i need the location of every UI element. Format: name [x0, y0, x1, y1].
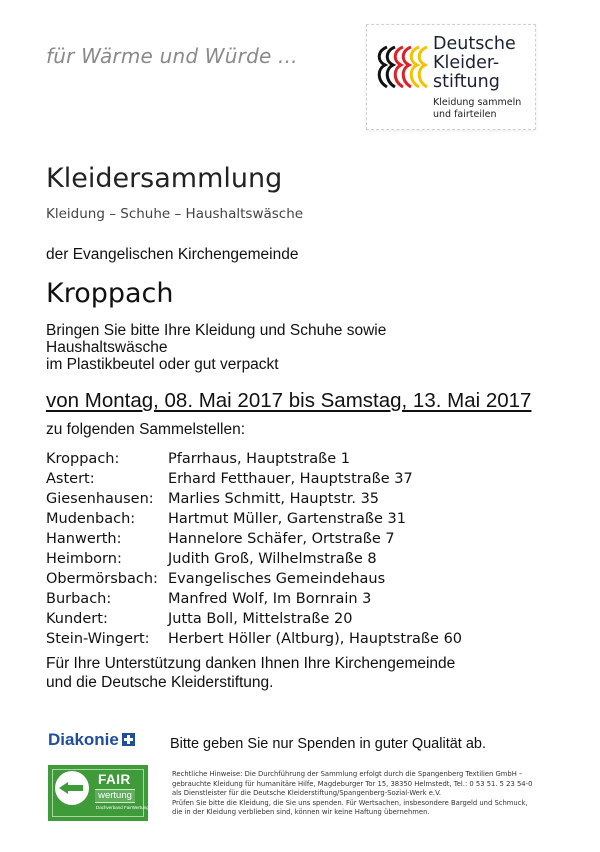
logo-slogan	[433, 97, 521, 120]
tagline: für Wärme und Würde ...	[46, 44, 298, 68]
location-row	[46, 549, 462, 569]
congregation-line: der Evangelischen Kirchengemeinde	[46, 246, 299, 263]
location-row	[46, 569, 462, 589]
quality-note: Bitte geben Sie nur Spenden in guter Qualität ab.	[170, 736, 486, 752]
location-row	[46, 449, 462, 469]
location-address: Herbert Höller (Altburg), Hauptstraße 60	[168, 631, 463, 647]
location-town: Obermörsbach:	[46, 571, 158, 587]
legal-line: die in der Kleidung verblieben sind, können wir keine Haftung übernehmen.	[172, 808, 430, 817]
deutsche-kleiderstiftung-logo	[366, 24, 536, 130]
legal-line: Rechtliche Hinweise: Die Durchführung der Sammlung erfolgt durch die Spangenberg Textilien GmbH –	[172, 770, 523, 778]
legal-line: gebrauchte Kleidung für humanitäre Hilfe, Magdeburger Tor 15, 38350 Helmstedt, Tel.: 0 53 51. 5 23 54-0	[172, 779, 533, 788]
location-row	[46, 589, 462, 609]
location-address: Manfred Wolf, Im Bornrain 3	[168, 591, 372, 607]
location-row	[46, 509, 462, 529]
dachverband-label: Dachverband FairWertung e.V.	[96, 805, 158, 810]
location-town: Stein-Wingert:	[46, 631, 150, 647]
location-town: Kroppach:	[46, 451, 120, 467]
logo-name	[433, 35, 516, 92]
locations-list	[46, 449, 462, 649]
location-address: Marlies Schmitt, Hauptstr. 35	[168, 491, 380, 507]
location-address: Erhard Fetthauer, Hauptstraße 37	[168, 471, 413, 487]
fair-label: FAIR	[98, 772, 131, 787]
diakonie-cross-icon	[122, 733, 135, 746]
location-address: Pfarrhaus, Hauptstraße 1	[168, 451, 351, 467]
logo-name-line: Deutsche	[433, 34, 516, 54]
location-address: Judith Groß, Wilhelmstraße 8	[168, 551, 377, 567]
thanks-text	[46, 654, 455, 692]
diakonie-logo	[48, 730, 135, 750]
page-title: Kleidersammlung	[46, 163, 283, 194]
legal-notice	[172, 770, 562, 818]
diakonie-label: Diakonie	[48, 730, 119, 749]
collection-dates: von Montag, 08. Mai 2017 bis Samstag, 13. Mai 2017	[46, 389, 532, 412]
locations-intro: zu folgenden Sammelstellen:	[46, 421, 246, 438]
wertung-label: wertung	[95, 789, 135, 803]
location-address: Jutta Boll, Mittelstraße 20	[168, 611, 353, 627]
location-address: Hannelore Schäfer, Ortstraße 7	[168, 531, 395, 547]
logo-name-line: Kleider-	[433, 53, 500, 73]
location-town: Astert:	[46, 471, 95, 487]
arrow-head-icon	[59, 782, 68, 794]
location-town: Heimborn:	[46, 551, 122, 567]
thanks-line: und die Deutsche Kleiderstiftung.	[46, 674, 274, 691]
location-row	[46, 609, 462, 629]
location-row	[46, 629, 462, 649]
location-town: Mudenbach:	[46, 511, 136, 527]
location-address: Hartmut Müller, Gartenstraße 31	[168, 511, 406, 527]
instructions-line: im Plastikbeutel oder gut verpackt	[46, 356, 279, 373]
location-address: Evangelisches Gemeindehaus	[168, 571, 386, 587]
instructions-line: Haushaltswäsche	[46, 339, 168, 356]
location-town: Hanwerth:	[46, 531, 122, 547]
logo-slogan-line: und fairteilen	[433, 108, 497, 120]
location-row	[46, 489, 462, 509]
page-subtitle: Kleidung – Schuhe – Haushaltswäsche	[46, 206, 304, 222]
fairwertung-badge	[48, 765, 158, 821]
logo-slogan-line: Kleidung sammeln	[433, 97, 522, 108]
location-town: Giesenhausen:	[46, 491, 154, 507]
instructions	[46, 322, 386, 373]
thanks-line: Für Ihre Unterstützung danken Ihnen Ihre Kirchengemeinde	[46, 655, 456, 672]
location-town: Burbach:	[46, 591, 112, 607]
location-row	[46, 469, 462, 489]
logo-name-line: stiftung	[433, 72, 500, 92]
kleiderstiftung-mark-icon	[373, 43, 431, 93]
legal-line: als Dienstleister für die Deutsche Kleiderstiftung/Spangenberg-Sozial-Werk e.V.	[172, 789, 442, 798]
place-name: Kroppach	[46, 278, 174, 309]
legal-line: Prüfen Sie bitte die Kleidung, die Sie uns spenden. Für Wertsachen, insbesondere Bargeld und Schmuck,	[172, 798, 528, 807]
location-row	[46, 529, 462, 549]
instructions-line: Bringen Sie bitte Ihre Kleidung und Schuhe sowie	[46, 322, 387, 339]
location-town: Kundert:	[46, 611, 108, 627]
arrow-bar-icon	[67, 785, 83, 791]
